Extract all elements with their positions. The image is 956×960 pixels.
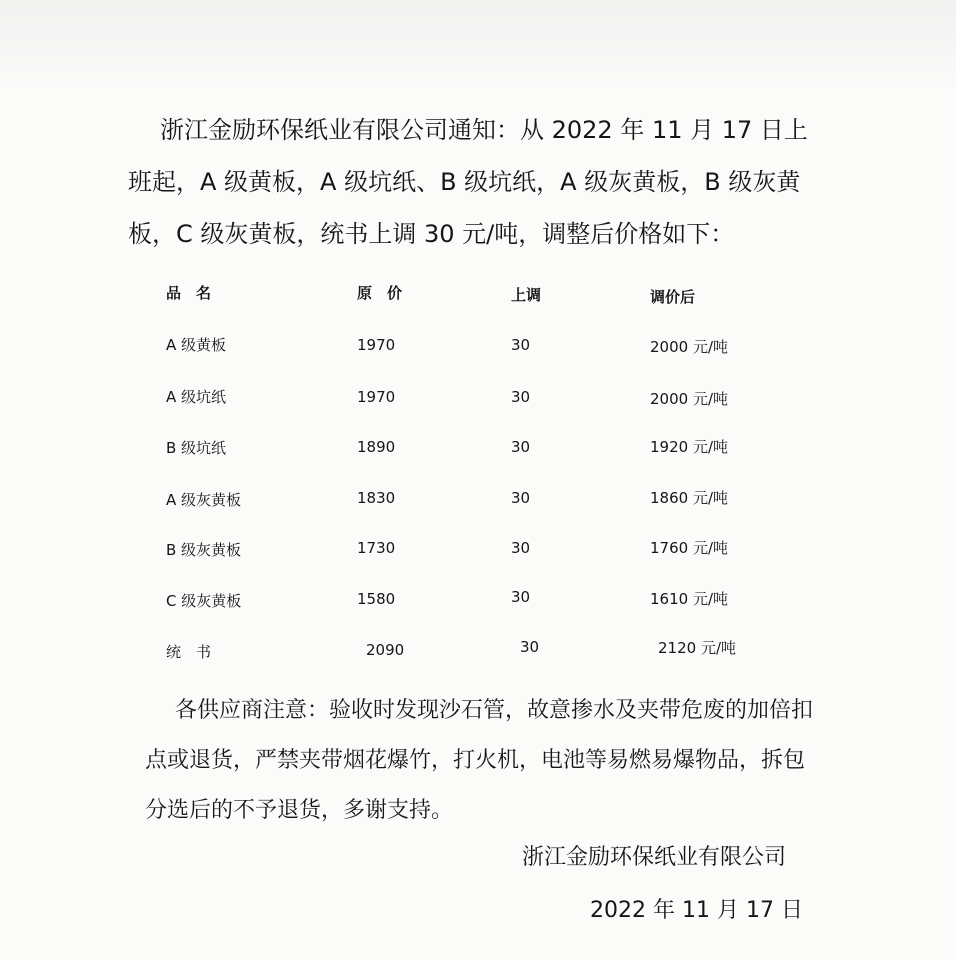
row-increase: 30 bbox=[511, 438, 531, 456]
row-increase: 30 bbox=[520, 638, 540, 656]
row-original: 1580 bbox=[357, 590, 396, 608]
row-name: B 级灰黄板 bbox=[166, 541, 242, 559]
signature-date: 2022 年 11 月 17 日 bbox=[590, 898, 803, 923]
row-name: A 级黄板 bbox=[166, 336, 227, 354]
row-name: B 级坑纸 bbox=[166, 439, 227, 457]
row-increase: 30 bbox=[511, 336, 531, 354]
row-original: 1890 bbox=[357, 438, 396, 456]
header-original-price: 原 价 bbox=[357, 284, 403, 302]
signature-company: 浙江金励环保纸业有限公司 bbox=[522, 845, 787, 870]
row-name: C 级灰黄板 bbox=[166, 592, 242, 610]
row-original: 2090 bbox=[366, 641, 405, 659]
row-original: 1970 bbox=[357, 336, 396, 354]
row-original: 1730 bbox=[357, 539, 396, 557]
row-adjusted: 2120 元/吨 bbox=[658, 639, 736, 657]
header-name: 品 名 bbox=[166, 284, 212, 302]
row-original: 1830 bbox=[357, 489, 396, 507]
row-adjusted: 1760 元/吨 bbox=[650, 539, 728, 557]
header-increase: 上调 bbox=[511, 286, 542, 304]
row-adjusted: 2000 元/吨 bbox=[650, 338, 728, 356]
row-name: A 级坑纸 bbox=[166, 388, 227, 406]
scan-shadow bbox=[0, 0, 956, 90]
row-name: A 级灰黄板 bbox=[166, 491, 242, 509]
row-adjusted: 2000 元/吨 bbox=[650, 390, 728, 408]
header-adjusted-price: 调价后 bbox=[650, 288, 696, 306]
row-original: 1970 bbox=[357, 388, 396, 406]
row-adjusted: 1860 元/吨 bbox=[650, 489, 728, 507]
row-name: 统 书 bbox=[166, 643, 212, 661]
supplier-notice: 各供应商注意：验收时发现沙石管，故意掺水及夹带危废的加倍扣点或退货，严禁夹带烟花爆竹，打火机，电池等易燃易爆物品，拆包分选后的不予退货，多谢支持。 bbox=[145, 698, 814, 823]
row-increase: 30 bbox=[511, 588, 531, 606]
row-adjusted: 1920 元/吨 bbox=[650, 438, 728, 456]
row-increase: 30 bbox=[511, 388, 531, 406]
row-increase: 30 bbox=[511, 489, 531, 507]
row-adjusted: 1610 元/吨 bbox=[650, 590, 728, 608]
intro-paragraph: 浙江金励环保纸业有限公司通知：从 2022 年 11 月 17 日上班起，A 级黄板，A 级坑纸、B 级坑纸，A 级灰黄板，B 级灰黄板，C 级灰黄板，统书上调 30 元/吨，调整后价格如下： bbox=[128, 116, 808, 248]
row-increase: 30 bbox=[511, 539, 531, 557]
